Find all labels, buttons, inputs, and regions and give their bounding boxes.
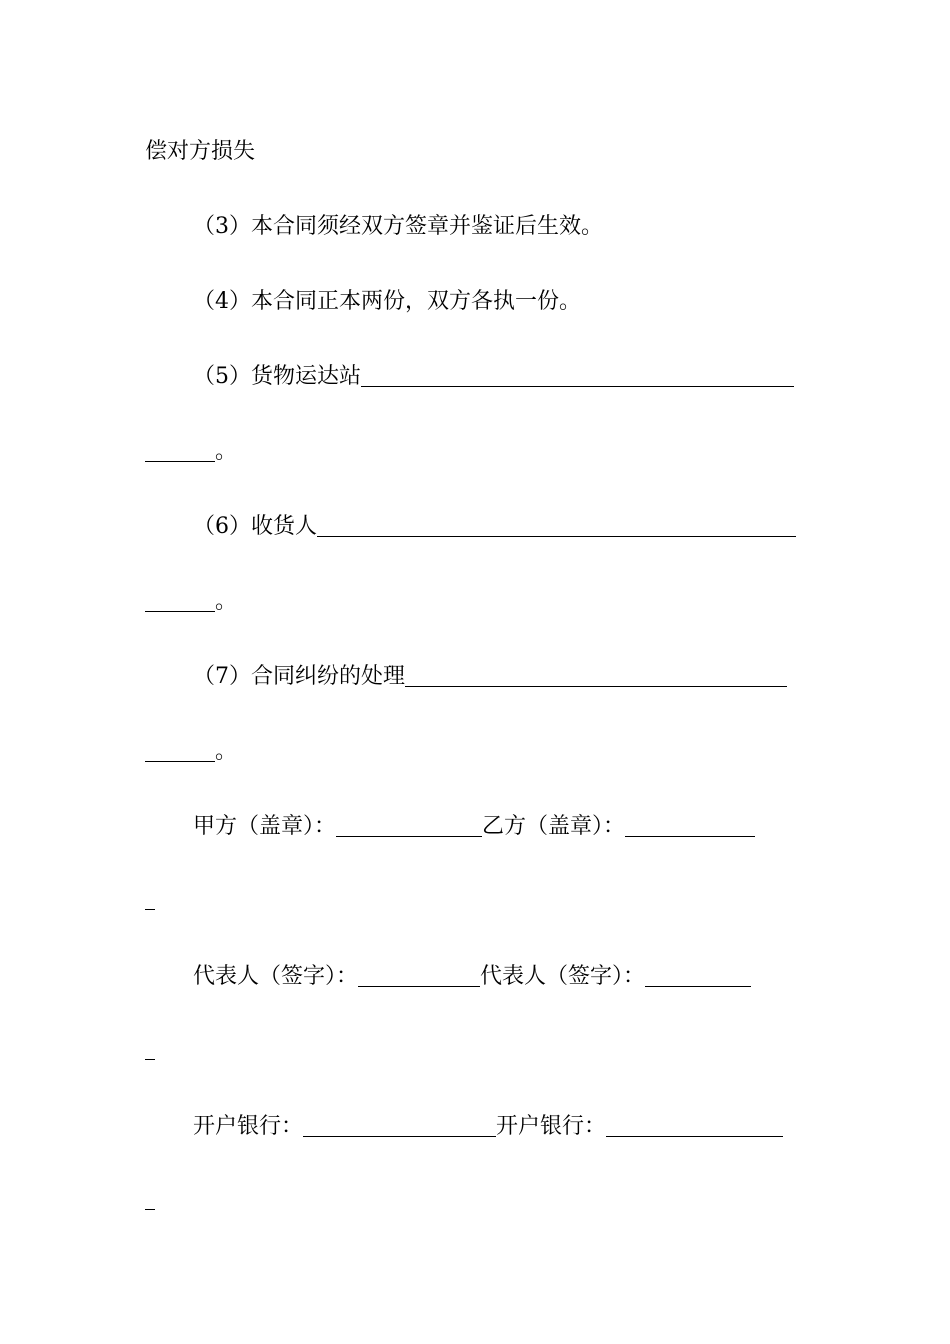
party-seal-continuation <box>145 887 155 915</box>
party-b-bank-blank[interactable] <box>606 1114 783 1137</box>
clause-6-continuation <box>145 587 237 617</box>
clause-6 <box>193 512 796 542</box>
consignee-blank-cont[interactable] <box>145 589 215 612</box>
clause-5-continuation <box>145 437 237 467</box>
clause-3 <box>193 212 603 242</box>
destination-station-blank-cont[interactable] <box>145 439 215 462</box>
compensation-text: 偿对方损失 <box>145 139 256 164</box>
clause-7 <box>193 662 787 692</box>
clause-4 <box>193 287 581 317</box>
party-b-bank-label: 开户银行： <box>496 1114 607 1139</box>
clause-7-continuation <box>145 737 237 767</box>
party-b-rep-blank-cont[interactable] <box>145 1037 155 1060</box>
clause-4-text: （4）本合同正本两份，双方各执一份。 <box>193 289 581 314</box>
clause-5-text: （5）货物运达站 <box>193 364 361 389</box>
dispute-handling-blank-cont[interactable] <box>145 739 215 762</box>
party-b-seal-blank-cont[interactable] <box>145 887 155 910</box>
bank-row <box>193 1112 783 1142</box>
consignee-blank[interactable] <box>317 514 796 537</box>
party-a-bank-label: 开户银行： <box>193 1114 304 1139</box>
clause-3-text: （3）本合同须经双方签章并鉴证后生效。 <box>193 214 603 239</box>
party-a-seal-label: 甲方（盖章）： <box>193 814 337 839</box>
party-seal-row <box>193 812 755 842</box>
clause-5-period: 。 <box>215 439 238 464</box>
representative-row <box>193 962 751 992</box>
destination-station-blank[interactable] <box>361 364 794 387</box>
bank-continuation <box>145 1187 155 1215</box>
party-b-rep-label: 代表人（签字）： <box>480 964 646 989</box>
clause-7-text: （7）合同纠纷的处理 <box>193 664 405 689</box>
party-a-rep-blank[interactable] <box>358 964 480 987</box>
dispute-handling-blank[interactable] <box>405 664 787 687</box>
clause-6-text: （6）收货人 <box>193 514 317 539</box>
party-b-seal-label: 乙方（盖章）： <box>482 814 626 839</box>
party-b-bank-blank-cont[interactable] <box>145 1187 155 1210</box>
representative-continuation <box>145 1037 155 1065</box>
party-b-rep-blank[interactable] <box>645 964 751 987</box>
party-a-seal-blank[interactable] <box>336 814 482 837</box>
party-a-rep-label: 代表人（签字）： <box>193 964 359 989</box>
clause-6-period: 。 <box>215 589 238 614</box>
party-b-seal-blank[interactable] <box>625 814 755 837</box>
party-a-bank-blank[interactable] <box>303 1114 496 1137</box>
text-line-compensation <box>145 137 255 167</box>
clause-7-period: 。 <box>215 739 238 764</box>
clause-5 <box>193 362 794 392</box>
